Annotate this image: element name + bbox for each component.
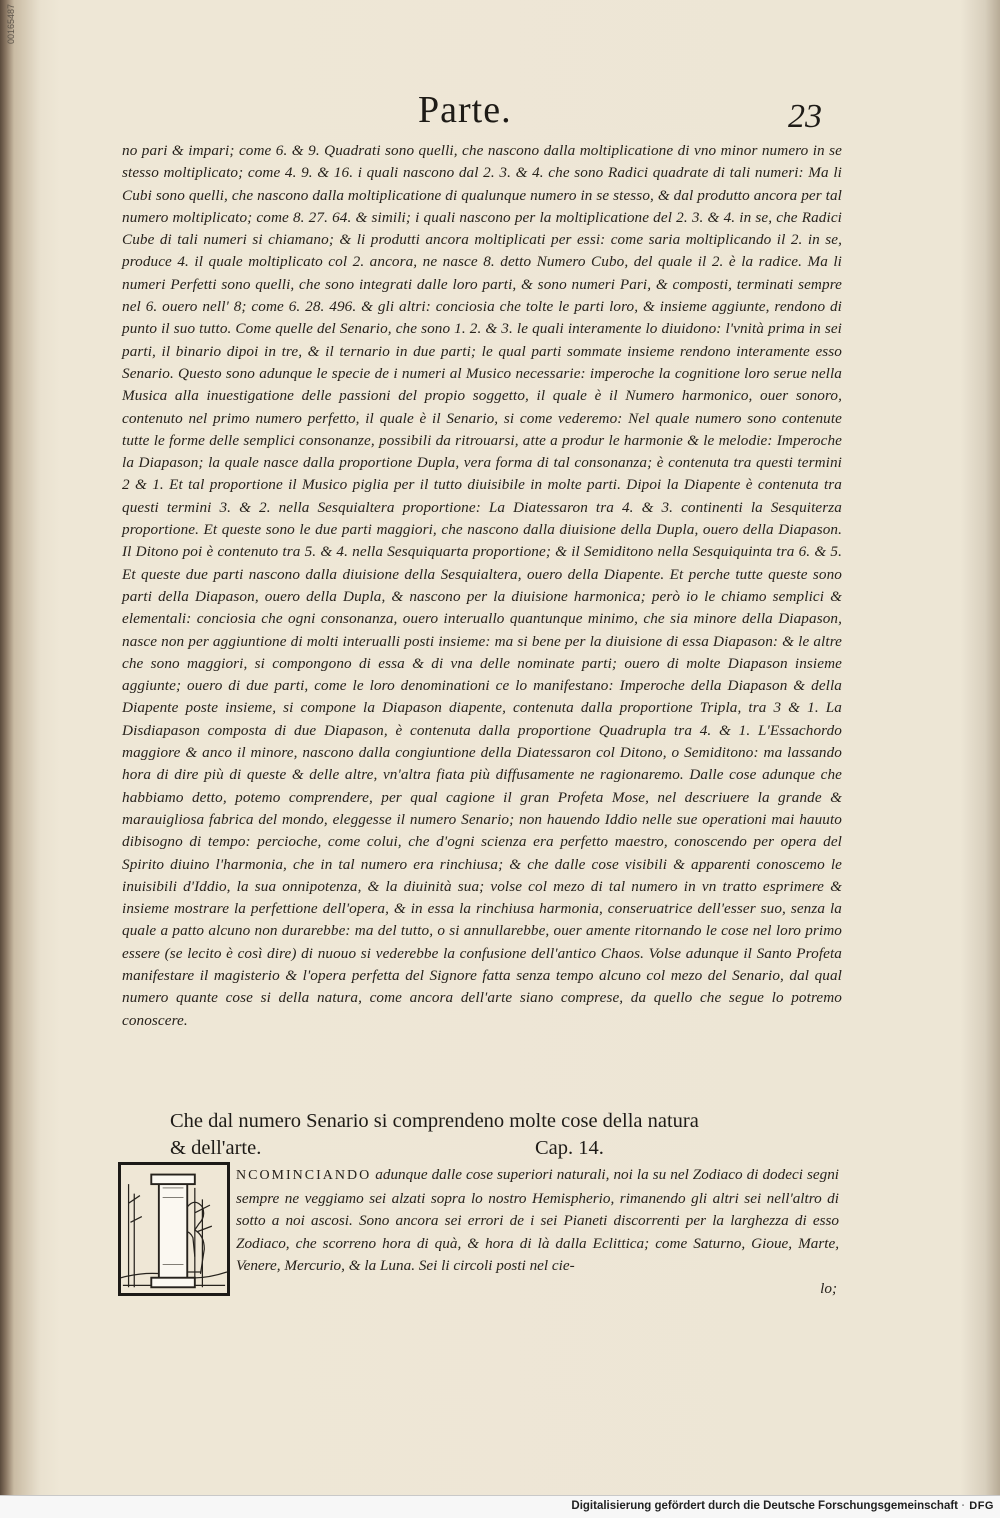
paragraph: no pari & impari; come 6. & 9. Quadrati sono quelli, che nascono dalla moltiplicatione di vno minor numero in se stesso moltiplicato; come 4. 9. & 16. i quali nascono dal 2. 3. & 4. che sono Radici quadrate di tali numeri: Ma li Cubi sono quelli, che nascono dalla moltiplicatione di qualunque numero in se stesso, & dal produtto ancora per tal numero moltiplicato; come 8. 27. 64. & simili; i quali nascono per la moltiplicatione del 2. 3. & 4. in se, che Radici Cube di tali numeri si chiamano; & li produtti ancora moltiplicati per essi: come saria moltiplicando il 2. in se, produce 4. il quale moltiplicato col 2. ancora, ne nasce 8. detto Numero Cubo, del quale il 2. è la radice. Ma li numeri Perfetti sono quelli, che sono integrati dalle loro parti, & sono numeri Pari, & composti, terminati sempre nel 6. ouero nell' 8; come 6. 28. 496. & gli altri: conciosia che tolte le parti loro, & insieme aggiunte, rendono di punto il suo tutto. Come quelle del Senario, che sono 1. 2. & 3. le quali interamente lo diuidono: l'vnità prima in sei parti, il binario dipoi in tre, & il ternario in due parti; le qual parti sommate insieme rendono interamente esso Senario. Questo sono adunque le specie de i numeri al Musico necessarie: imperoche la cognitione loro serue nella Musica alla inuestigatione delle passioni del propio soggetto, il quale è il Numero harmonico, ouer sonoro, contenuto nel primo numero perfetto, il quale è il Senario, si come vederemo: Nel quale numero sono contenute tutte le forme delle semplici consonanze, possibili da ritrouarsi, atte a produr le harmonie & le melodie: Imperoche la Diapason; la quale nasce dalla proportione Dupla, vera forma di tal consonanza; è contenuta tra questi termini 2 & 1. Et tal proportione il Musico piglia per il tutto diuisibile in molte parti. Dipoi la Diapente è contenuta tra questi termini 3. & 2. nella Sesquialtera proportione: La Diatessaron tra 4. & 3. continenti la Sesquiterza proportione. Et queste sono le due parti maggiori, che nascono dalla diuisione della Dupla, ouero della Diapason. Il Ditono poi è contenuto tra 5. & 4. nella Sesquiquarta proportione; & il Semiditono nella Sesquiquinta tra 6. & 5. Et queste due parti nascono dalla diuisione della Sesquialtera, ouero della Diapente. Et perche tutte queste sono parti della Diapason, ouero della Dupla, & nascono per la diuisione harmonica; però io le chiamo semplici & elementali: conciosia che ogni consonanza, ouero interuallo quantunque minimo, che sia minore della Diapason, nasce non per aggiuntione di molti interualli posti insieme: ma si bene per la diuisione di essa Diapason: & le altre che sono maggiori, si compongono di essa & di vna delle nominate parti; ouero di molte Diapason insieme aggiunte; ouero di due parti, come le loro denominationi ce lo manifestano: Imperoche della Diapason & della Diapente poste insieme, si compone la Diapason diapente, contenuta dalla proportione Tripla, tra 3 & 1. La Disdiapason composta di due Diapason, è contenuta dalla proportione Quadrupla tra 4. & 1. L'Essachordo maggiore & anco il minore, nascono dalla congiuntione della Diatessaron col Ditono, o Semiditono: ma lassando hora di dire più di queste & delle altre, vn'altra fiata più diffusamente ne ragionaremo. Dalle cose adunque che habbiamo detto, potemo comprendere, per qual cagione il gran Profeta Mose, nel descriuere la grande & marauigliosa fabrica del mondo, eleggesse il numero Senario; non hauendo Iddio nelle sue operationi mai hauuto dibisogno di tempo: percioche, come colui, che d'ogni scienza era perfetto maestro, conoscendo per opera del Spirito diuino l'harmonia, che in tal numero era rinchiusa; & che dalle cose visibili & apparenti conoscemo le inuisibili d'Iddio, la sua onnipotenza, & la diuinità sua; volse col mezo di tal numero in vn tratto esprimere & insieme mostrare la perfettione dell'opera, & in essa la rinchiusa harmonia, conseruatrice dell'esser suo, senza la quale a patto alcuno non durarebbe: ma del tutto, o si annullarebbe, ouer amente ritornando le cose nel loro primo essere (se lecito è così dire) di nuouo si vederebbe la confusione dell'antico Chaos. Volse adunque il Santo Profeta manifestare il magisterio & l'opera perfetta del Signore fatta senza tempo alcuno col mezo del Senario, dal qual numero quante cose si della natura, come ancora dell'arte siano comprese, da quello che segue lo potremo conoscere. bbox=[122, 142, 842, 1029]
main-text bbox=[122, 140, 842, 1032]
chapter-title-row-2 bbox=[170, 1135, 810, 1162]
chapter-title-line-2: & dell'arte. bbox=[170, 1137, 262, 1159]
woodcut-illustration-icon bbox=[121, 1165, 227, 1293]
dfg-logo-dot: · bbox=[961, 1500, 966, 1512]
footer-bar bbox=[0, 1495, 1000, 1518]
funding-credit: Digitalisierung gefördert durch die Deutsche Forschungsgemeinschaft bbox=[571, 1500, 958, 1512]
dfg-logo bbox=[962, 1500, 994, 1512]
page-reference-number: 00165487 bbox=[6, 4, 16, 45]
running-head: Parte. bbox=[418, 89, 512, 131]
dfg-logo-text: DFG bbox=[969, 1500, 994, 1512]
page-number: 23 bbox=[788, 98, 822, 135]
chapter-opening-word: NCOMINCIANDO bbox=[236, 1168, 372, 1183]
book-page bbox=[20, 0, 1000, 1495]
chapter-body: adunque dalle cose superiori naturali, noi la su nel Zodiaco di dodeci segni sempre ne veggiamo sei alzati sopra lo nostro Hemispherio, rimanendo gli altri sei nell'altro di sotto a noi ascosi. Sono ancora sei errori de i sei Pianeti discorrenti per la larghezza di esso Zodiaco, che scorreno hora di quà, & hora di là dalla Eclittica; come Saturno, Gioue, Marte, Venere, Mercurio, & la Luna. Sei li circoli posti nel cie- bbox=[236, 1166, 840, 1275]
decorated-initial-i-woodcut bbox=[118, 1162, 230, 1296]
chapter-last-word: lo; bbox=[820, 1279, 837, 1297]
chapter-title-line-1: Che dal numero Senario si comprendeno molte cose della natura bbox=[170, 1110, 699, 1132]
chapter-heading bbox=[170, 1108, 810, 1162]
chapter-text bbox=[236, 1164, 839, 1301]
chapter-number: Cap. 14. bbox=[535, 1137, 604, 1159]
